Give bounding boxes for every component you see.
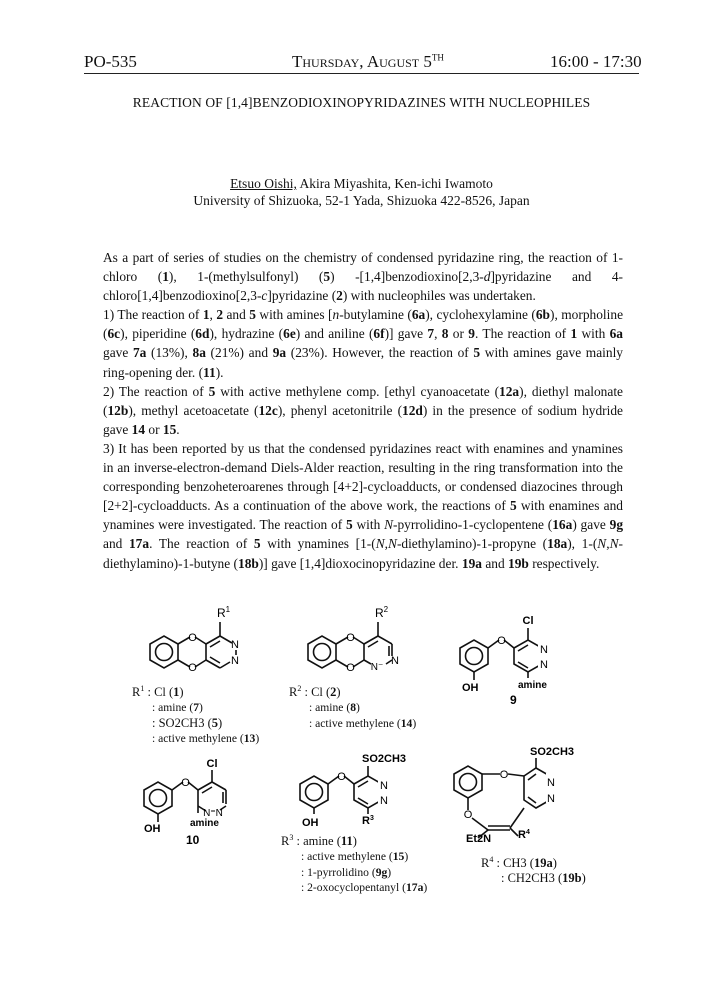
- oxygen-atom: O: [346, 632, 355, 644]
- diethylamino-group: Et2N: [466, 833, 492, 845]
- structure-2-legend: $R^2$ : Cl (2) : amine (8) : active methylene (14): [289, 684, 417, 730]
- nitrogen-atom: N: [231, 639, 239, 651]
- oxygen-atom: O: [497, 635, 506, 647]
- session-day: Thursday, August 5TH: [292, 52, 444, 71]
- author-list: [84, 176, 639, 192]
- oxygen-atom: O: [337, 771, 346, 783]
- r4-substituent: $R^4$: [518, 829, 530, 841]
- paragraph-2: 2) The reaction of 5 with active methylene comp. [ethyl cyanoacetate (12a), diethyl malonate (12b), methyl acetoacetate (12c), phenyl acetonitrile (12d) in the presence of sodium hydride gave 14 or 15.: [103, 383, 623, 437]
- hydroxyl-group: OH: [302, 817, 319, 829]
- oxygen-atom: O: [188, 632, 197, 644]
- session-time: 16:00 - 17:30: [550, 52, 642, 71]
- methylsulfonyl-group: SO2CH3: [362, 753, 407, 765]
- compound-number: 9: [510, 693, 517, 707]
- oxygen-atom: O: [188, 662, 197, 674]
- header-rule: [84, 73, 639, 74]
- amine-group: amine: [518, 680, 547, 691]
- nitrogen-atom: N: [391, 655, 399, 667]
- structure-10: [136, 756, 256, 856]
- structure-1-legend: $R^1$ : Cl (1) : amine (7) : SO2CH3 (5) : active methylene (13): [132, 684, 260, 745]
- structure-19: [444, 746, 584, 846]
- oxygen-atom: O: [463, 809, 473, 821]
- nitrogen-atom: N: [540, 659, 548, 671]
- nitrogen-atom: N: [547, 777, 555, 789]
- structure-11: [292, 748, 422, 828]
- abstract-code: PO-535: [84, 52, 137, 71]
- chlorine-atom: Cl: [522, 615, 534, 627]
- r3-substituent: $R^3$: [362, 815, 374, 827]
- r2-substituent: $R^2$: [375, 605, 389, 620]
- amine-group: amine: [190, 818, 219, 829]
- paper-title: REACTION OF [1,4]BENZODIOXINOPYRIDAZINES WITH NUCLEOPHILES: [132, 95, 591, 110]
- nitrogen-atom: N: [540, 644, 548, 656]
- affiliation: University of Shizuoka, 52-1 Yada, Shizuoka 422-8526, Japan: [193, 193, 530, 208]
- chlorine-atom: Cl: [206, 758, 218, 770]
- abstract-body: [103, 248, 623, 573]
- oxygen-atom: O: [499, 769, 509, 781]
- presenting-author: Etsuo Oishi,: [230, 176, 297, 191]
- structure-2: [298, 600, 418, 680]
- nitrogen-atom: N: [380, 795, 388, 807]
- paragraph-3: 3) It has been reported by us that the condensed pyridazines react with enamines and ynamines in an inverse-electron-demand Diels-Alder reaction, resulting in the ring transformation into the corresponding benzoheteroarenes through [4+2]-cycloadducts, or condensed diazocines through [2+2]-cycloadducts. As a continuation of the above work, the reactions of 5 with enamines and ynamines were investigated. The reaction of 5 with N-pyrrolidino-1-cyclopentene (16a) gave 9g and 17a. The reaction of 5 with ynamines [1-(N,N-diethylamino)-1-propyne (18a), 1-(N,N-diethylamino)-1-butyne (18b)] gave [1,4]dioxocinopyridazine der. 19a and 19b respectively.: [103, 440, 624, 571]
- co-authors: Akira Miyashita, Ken-ichi Iwamoto: [296, 176, 493, 191]
- intro-paragraph: As a part of series of studies on the chemistry of condensed pyridazine ring, the reaction of 1-chloro (1), 1-(methylsulfonyl) (5) -[1,4]benzodioxino[2,3-d]pyridazine and 4-chloro[1,4]benzodioxino[2,3-c]pyridazine (2) with nucleophiles was undertaken.: [103, 250, 623, 304]
- methylsulfonyl-group: SO2CH3: [530, 746, 575, 758]
- nitrogen-atom: N⁻: [370, 662, 384, 673]
- oxygen-atom: O: [346, 662, 355, 674]
- hydroxyl-group: OH: [462, 682, 479, 694]
- nitrogen-atom: N: [231, 655, 239, 667]
- structure-9: [452, 606, 572, 716]
- structure-19-legend: $R^4$ : CH3 (19a) : CH2CH3 (19b): [481, 855, 586, 886]
- oxygen-atom: O: [181, 777, 190, 789]
- nitrogen-atom: N⁼N: [203, 808, 223, 819]
- nitrogen-atom: N: [380, 780, 388, 792]
- r1-substituent: $R^1$: [217, 605, 231, 620]
- nitrogen-atom: N: [547, 793, 555, 805]
- hydroxyl-group: OH: [144, 823, 161, 835]
- structure-11-legend: $R^3$ : amine (11) : active methylene (15) : 1-pyrrolidino (9g) : 2-oxocyclopentanyl (17a): [281, 833, 428, 894]
- paragraph-1: 1) The reaction of 1, 2 and 5 with amines [n-butylamine (6a), cyclohexylamine (6b), morpholine (6c), piperidine (6d), hydrazine (6e) and aniline (6f)] gave 7, 8 or 9. The reaction of 1 with 6a gave 7a (13%), 8a (21%) and 9a (23%). However, the reaction of 5 with amines gave mainly ring-opening der. (11).: [103, 307, 624, 380]
- structure-1: [140, 600, 260, 680]
- compound-number: 10: [186, 833, 200, 847]
